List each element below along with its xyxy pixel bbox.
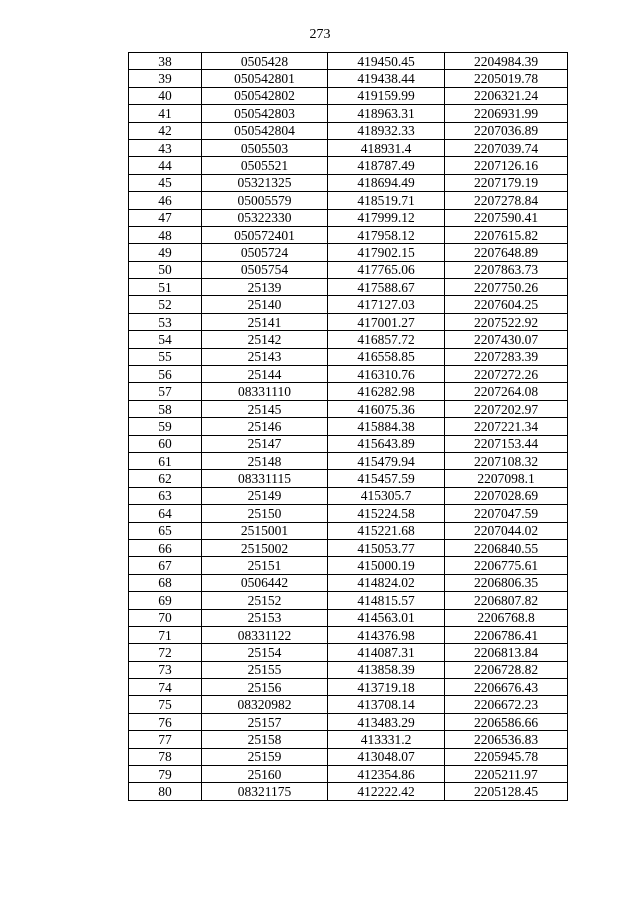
- point-number-cell: 63: [129, 487, 202, 504]
- table-row: [129, 53, 568, 70]
- point-id-cell: 050542801: [202, 70, 328, 87]
- y-coordinate-cell: 2205019.78: [445, 70, 568, 87]
- point-id-cell: 0506442: [202, 574, 328, 591]
- table-row: [129, 87, 568, 104]
- point-number-cell: 67: [129, 557, 202, 574]
- point-id-cell: 25152: [202, 592, 328, 609]
- point-number-cell: 58: [129, 400, 202, 417]
- y-coordinate-cell: 2207221.34: [445, 418, 568, 435]
- point-number-cell: 75: [129, 696, 202, 713]
- x-coordinate-cell: 415224.58: [328, 505, 445, 522]
- y-coordinate-cell: 2207044.02: [445, 522, 568, 539]
- y-coordinate-cell: 2207179.19: [445, 174, 568, 191]
- y-coordinate-cell: 2204984.39: [445, 53, 568, 70]
- point-id-cell: 25153: [202, 609, 328, 626]
- y-coordinate-cell: 2206768.8: [445, 609, 568, 626]
- table-row: [129, 731, 568, 748]
- point-number-cell: 65: [129, 522, 202, 539]
- point-id-cell: 08321175: [202, 783, 328, 800]
- point-number-cell: 41: [129, 105, 202, 122]
- point-id-cell: 25151: [202, 557, 328, 574]
- point-id-cell: 050542804: [202, 122, 328, 139]
- table-row: [129, 70, 568, 87]
- y-coordinate-cell: 2206806.35: [445, 574, 568, 591]
- x-coordinate-cell: 416075.36: [328, 400, 445, 417]
- point-number-cell: 53: [129, 313, 202, 330]
- point-id-cell: 0505724: [202, 244, 328, 261]
- point-number-cell: 54: [129, 331, 202, 348]
- point-id-cell: 25147: [202, 435, 328, 452]
- y-coordinate-cell: 2207648.89: [445, 244, 568, 261]
- y-coordinate-cell: 2206672.23: [445, 696, 568, 713]
- x-coordinate-cell: 415884.38: [328, 418, 445, 435]
- point-number-cell: 43: [129, 139, 202, 156]
- x-coordinate-cell: 416310.76: [328, 366, 445, 383]
- point-id-cell: 25157: [202, 713, 328, 730]
- point-id-cell: 25145: [202, 400, 328, 417]
- y-coordinate-cell: 2207047.59: [445, 505, 568, 522]
- x-coordinate-cell: 414376.98: [328, 626, 445, 643]
- point-id-cell: 08320982: [202, 696, 328, 713]
- point-id-cell: 05322330: [202, 209, 328, 226]
- x-coordinate-cell: 414087.31: [328, 644, 445, 661]
- point-number-cell: 52: [129, 296, 202, 313]
- y-coordinate-cell: 2207863.73: [445, 261, 568, 278]
- table-row: [129, 209, 568, 226]
- point-number-cell: 57: [129, 383, 202, 400]
- table-row: [129, 435, 568, 452]
- point-number-cell: 71: [129, 626, 202, 643]
- point-number-cell: 66: [129, 539, 202, 556]
- point-id-cell: 050542802: [202, 87, 328, 104]
- point-number-cell: 46: [129, 192, 202, 209]
- point-number-cell: 72: [129, 644, 202, 661]
- point-number-cell: 73: [129, 661, 202, 678]
- table-row: [129, 174, 568, 191]
- x-coordinate-cell: 415000.19: [328, 557, 445, 574]
- x-coordinate-cell: 419159.99: [328, 87, 445, 104]
- table-row: [129, 105, 568, 122]
- point-id-cell: 050572401: [202, 226, 328, 243]
- point-id-cell: 25141: [202, 313, 328, 330]
- table-row: [129, 783, 568, 800]
- x-coordinate-cell: 412222.42: [328, 783, 445, 800]
- coordinates-table: [128, 52, 568, 801]
- x-coordinate-cell: 417127.03: [328, 296, 445, 313]
- table-row: [129, 626, 568, 643]
- table-row: [129, 574, 568, 591]
- table-row: [129, 226, 568, 243]
- point-number-cell: 48: [129, 226, 202, 243]
- point-id-cell: 25150: [202, 505, 328, 522]
- table-row: [129, 713, 568, 730]
- x-coordinate-cell: 414815.57: [328, 592, 445, 609]
- table-row: [129, 296, 568, 313]
- y-coordinate-cell: 2207028.69: [445, 487, 568, 504]
- y-coordinate-cell: 2206786.41: [445, 626, 568, 643]
- point-number-cell: 44: [129, 157, 202, 174]
- point-number-cell: 55: [129, 348, 202, 365]
- table-row: [129, 522, 568, 539]
- point-number-cell: 50: [129, 261, 202, 278]
- point-number-cell: 61: [129, 452, 202, 469]
- table-row: [129, 139, 568, 156]
- y-coordinate-cell: 2205945.78: [445, 748, 568, 765]
- point-number-cell: 42: [129, 122, 202, 139]
- table-row: [129, 748, 568, 765]
- x-coordinate-cell: 417902.15: [328, 244, 445, 261]
- y-coordinate-cell: 2207750.26: [445, 279, 568, 296]
- y-coordinate-cell: 2207098.1: [445, 470, 568, 487]
- table-row: [129, 244, 568, 261]
- point-id-cell: 08331110: [202, 383, 328, 400]
- point-number-cell: 76: [129, 713, 202, 730]
- point-id-cell: 05005579: [202, 192, 328, 209]
- point-id-cell: 25139: [202, 279, 328, 296]
- x-coordinate-cell: 417588.67: [328, 279, 445, 296]
- point-id-cell: 0505754: [202, 261, 328, 278]
- point-id-cell: 0505503: [202, 139, 328, 156]
- point-id-cell: 2515001: [202, 522, 328, 539]
- y-coordinate-cell: 2206321.24: [445, 87, 568, 104]
- x-coordinate-cell: 415221.68: [328, 522, 445, 539]
- point-number-cell: 78: [129, 748, 202, 765]
- point-number-cell: 74: [129, 679, 202, 696]
- table-row: [129, 331, 568, 348]
- point-id-cell: 2515002: [202, 539, 328, 556]
- point-number-cell: 45: [129, 174, 202, 191]
- x-coordinate-cell: 418787.49: [328, 157, 445, 174]
- x-coordinate-cell: 412354.86: [328, 766, 445, 783]
- point-number-cell: 64: [129, 505, 202, 522]
- point-number-cell: 40: [129, 87, 202, 104]
- y-coordinate-cell: 2207430.07: [445, 331, 568, 348]
- x-coordinate-cell: 416282.98: [328, 383, 445, 400]
- x-coordinate-cell: 413708.14: [328, 696, 445, 713]
- point-number-cell: 49: [129, 244, 202, 261]
- x-coordinate-cell: 418694.49: [328, 174, 445, 191]
- table-row: [129, 644, 568, 661]
- table-row: [129, 383, 568, 400]
- y-coordinate-cell: 2207604.25: [445, 296, 568, 313]
- y-coordinate-cell: 2206807.82: [445, 592, 568, 609]
- y-coordinate-cell: 2207039.74: [445, 139, 568, 156]
- point-number-cell: 38: [129, 53, 202, 70]
- x-coordinate-cell: 415643.89: [328, 435, 445, 452]
- table-row: [129, 679, 568, 696]
- y-coordinate-cell: 2207264.08: [445, 383, 568, 400]
- point-id-cell: 25142: [202, 331, 328, 348]
- x-coordinate-cell: 413048.07: [328, 748, 445, 765]
- y-coordinate-cell: 2207126.16: [445, 157, 568, 174]
- point-id-cell: 08331122: [202, 626, 328, 643]
- table-row: [129, 557, 568, 574]
- x-coordinate-cell: 413331.2: [328, 731, 445, 748]
- point-id-cell: 25154: [202, 644, 328, 661]
- table-row: [129, 157, 568, 174]
- y-coordinate-cell: 2206813.84: [445, 644, 568, 661]
- x-coordinate-cell: 417001.27: [328, 313, 445, 330]
- x-coordinate-cell: 416558.85: [328, 348, 445, 365]
- x-coordinate-cell: 415053.77: [328, 539, 445, 556]
- y-coordinate-cell: 2205128.45: [445, 783, 568, 800]
- table-row: [129, 261, 568, 278]
- point-id-cell: 25146: [202, 418, 328, 435]
- point-id-cell: 25149: [202, 487, 328, 504]
- y-coordinate-cell: 2205211.97: [445, 766, 568, 783]
- table-row: [129, 192, 568, 209]
- point-id-cell: 25155: [202, 661, 328, 678]
- table-row: [129, 122, 568, 139]
- table-row: [129, 609, 568, 626]
- y-coordinate-cell: 2206775.61: [445, 557, 568, 574]
- y-coordinate-cell: 2206536.83: [445, 731, 568, 748]
- y-coordinate-cell: 2206840.55: [445, 539, 568, 556]
- point-number-cell: 59: [129, 418, 202, 435]
- point-number-cell: 51: [129, 279, 202, 296]
- page-number: 273: [309, 27, 331, 42]
- point-number-cell: 62: [129, 470, 202, 487]
- x-coordinate-cell: 417765.06: [328, 261, 445, 278]
- table-row: [129, 539, 568, 556]
- point-number-cell: 77: [129, 731, 202, 748]
- table-row: [129, 487, 568, 504]
- x-coordinate-cell: 413858.39: [328, 661, 445, 678]
- point-id-cell: 25156: [202, 679, 328, 696]
- point-number-cell: 56: [129, 366, 202, 383]
- y-coordinate-cell: 2207278.84: [445, 192, 568, 209]
- x-coordinate-cell: 413483.29: [328, 713, 445, 730]
- point-number-cell: 47: [129, 209, 202, 226]
- point-id-cell: 05321325: [202, 174, 328, 191]
- point-id-cell: 0505521: [202, 157, 328, 174]
- point-number-cell: 70: [129, 609, 202, 626]
- point-number-cell: 39: [129, 70, 202, 87]
- x-coordinate-cell: 417958.12: [328, 226, 445, 243]
- y-coordinate-cell: 2207522.92: [445, 313, 568, 330]
- point-id-cell: 25158: [202, 731, 328, 748]
- x-coordinate-cell: 414824.02: [328, 574, 445, 591]
- point-id-cell: 0505428: [202, 53, 328, 70]
- point-id-cell: 25143: [202, 348, 328, 365]
- table-row: [129, 505, 568, 522]
- x-coordinate-cell: 418963.31: [328, 105, 445, 122]
- y-coordinate-cell: 2207615.82: [445, 226, 568, 243]
- y-coordinate-cell: 2207153.44: [445, 435, 568, 452]
- point-id-cell: 25160: [202, 766, 328, 783]
- point-number-cell: 68: [129, 574, 202, 591]
- y-coordinate-cell: 2206676.43: [445, 679, 568, 696]
- x-coordinate-cell: 415305.7: [328, 487, 445, 504]
- y-coordinate-cell: 2206931.99: [445, 105, 568, 122]
- y-coordinate-cell: 2207202.97: [445, 400, 568, 417]
- table-row: [129, 366, 568, 383]
- coordinates-table-body: [129, 53, 568, 801]
- table-row: [129, 313, 568, 330]
- table-row: [129, 470, 568, 487]
- point-number-cell: 80: [129, 783, 202, 800]
- table-row: [129, 661, 568, 678]
- table-row: [129, 592, 568, 609]
- point-id-cell: 25144: [202, 366, 328, 383]
- x-coordinate-cell: 415479.94: [328, 452, 445, 469]
- y-coordinate-cell: 2207036.89: [445, 122, 568, 139]
- x-coordinate-cell: 415457.59: [328, 470, 445, 487]
- point-id-cell: 25148: [202, 452, 328, 469]
- x-coordinate-cell: 419438.44: [328, 70, 445, 87]
- point-id-cell: 25159: [202, 748, 328, 765]
- table-row: [129, 766, 568, 783]
- y-coordinate-cell: 2206728.82: [445, 661, 568, 678]
- point-id-cell: 08331115: [202, 470, 328, 487]
- table-row: [129, 279, 568, 296]
- point-id-cell: 25140: [202, 296, 328, 313]
- table-row: [129, 418, 568, 435]
- x-coordinate-cell: 418932.33: [328, 122, 445, 139]
- x-coordinate-cell: 414563.01: [328, 609, 445, 626]
- table-row: [129, 452, 568, 469]
- point-id-cell: 050542803: [202, 105, 328, 122]
- x-coordinate-cell: 416857.72: [328, 331, 445, 348]
- point-number-cell: 79: [129, 766, 202, 783]
- table-row: [129, 400, 568, 417]
- x-coordinate-cell: 418931.4: [328, 139, 445, 156]
- table-row: [129, 696, 568, 713]
- point-number-cell: 69: [129, 592, 202, 609]
- point-number-cell: 60: [129, 435, 202, 452]
- y-coordinate-cell: 2207272.26: [445, 366, 568, 383]
- x-coordinate-cell: 419450.45: [328, 53, 445, 70]
- y-coordinate-cell: 2207283.39: [445, 348, 568, 365]
- y-coordinate-cell: 2207590.41: [445, 209, 568, 226]
- table-row: [129, 348, 568, 365]
- y-coordinate-cell: 2206586.66: [445, 713, 568, 730]
- x-coordinate-cell: 413719.18: [328, 679, 445, 696]
- y-coordinate-cell: 2207108.32: [445, 452, 568, 469]
- x-coordinate-cell: 417999.12: [328, 209, 445, 226]
- x-coordinate-cell: 418519.71: [328, 192, 445, 209]
